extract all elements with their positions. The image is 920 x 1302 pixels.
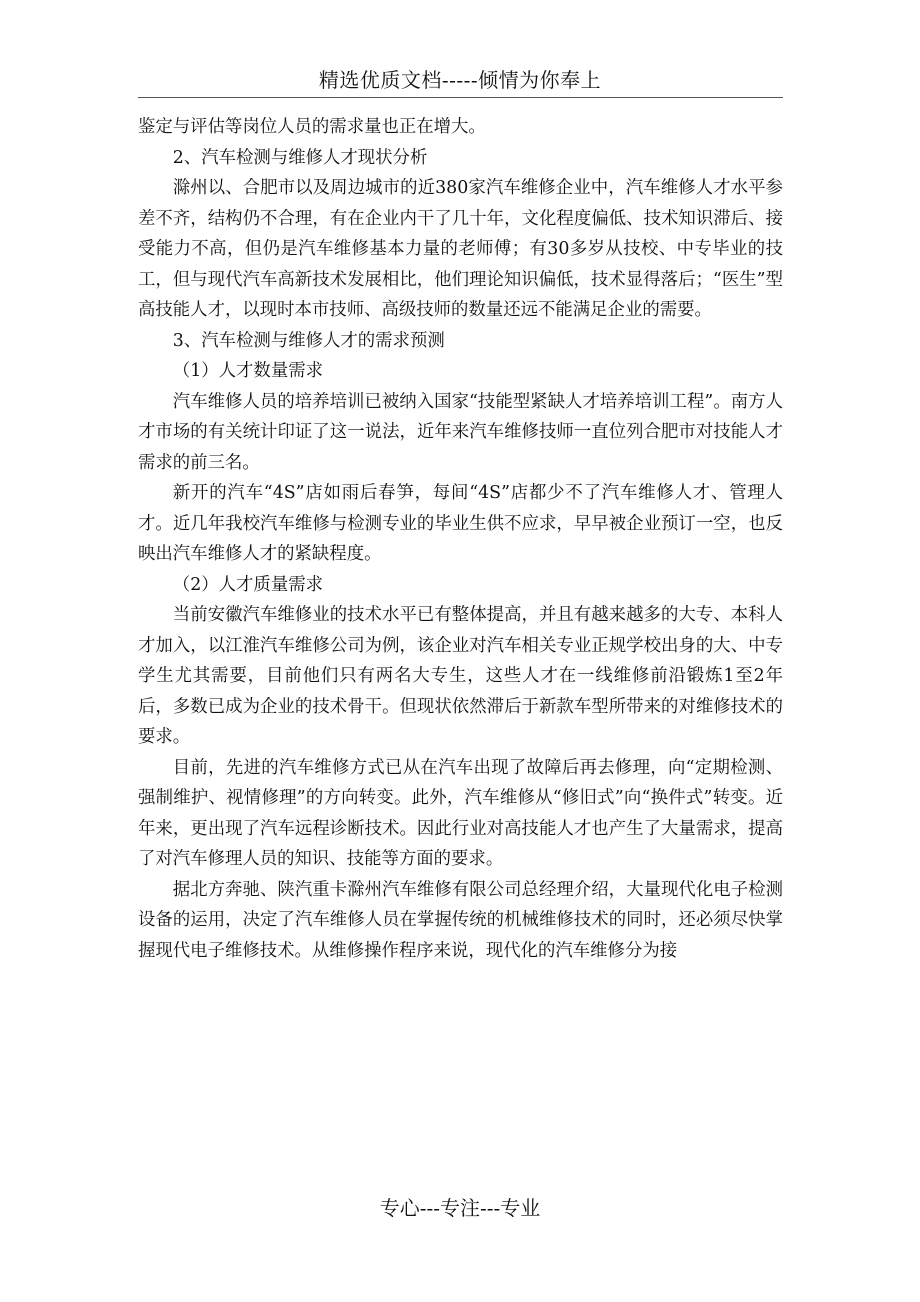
paragraph-continuation: 鉴定与评估等岗位人员的需求量也正在增大。 xyxy=(138,117,486,137)
document-body xyxy=(138,112,783,966)
paragraph-quantity-2: 新开的汽车“4S”店如雨后春笋，每间“4S”店都少不了汽车维修人才、管理人才。近几年我校汽车维修与检测专业的毕业生供不应求，早早被企业预订一空，也反映出汽车维修人才的紧缺程度。 xyxy=(138,483,783,564)
subheading-quantity: （1）人才数量需求 xyxy=(172,361,323,381)
page-header: 精选优质文档-----倾情为你奉上 xyxy=(318,68,602,92)
paragraph-quality-1: 当前安徽汽车维修业的技术水平已有整体提高，并且有越来越多的大专、本科人才加入，以江淮汽车维修公司为例，该企业对汽车相关专业正规学校出身的大、中专学生尤其需要，目前他们只有两名大专生，这些人才在一线维修前沿锻炼1至2年后，多数已成为企业的技术骨干。但现状依然滞后于新款车型所带来的对维修技术的要求。 xyxy=(138,605,783,747)
paragraph-quality-3: 据北方奔驰、陕汽重卡滁州汽车维修有限公司总经理介绍，大量现代化电子检测设备的运用，决定了汽车维修人员在掌握传统的机械维修技术的同时，还必须尽快掌握现代电子维修技术。从维修操作程序来说，现代化的汽车维修分为接 xyxy=(138,879,783,961)
header-divider xyxy=(138,97,783,98)
paragraph-status-analysis: 滁州以、合肥市以及周边城市的近380家汽车维修企业中，汽车维修人才水平参差不齐，结构仍不合理，有在企业内干了几十年，文化程度偏低、技术知识滞后、接受能力不高，但仍是汽车维修基本力量的老师傅；有30多岁从技校、中专毕业的技工，但与现代汽车高新技术发展相比，他们理论知识偏低，技术显得落后；“医生”型高技能人才，以现时本市技师、高级技师的数量还远不能满足企业的需要。 xyxy=(138,178,783,320)
paragraph-quality-2: 目前，先进的汽车维修方式已从在汽车出现了故障后再去修理，向“定期检测、强制维护、视情修理”的方向转变。此外，汽车维修从“修旧式”向“换件式”转变。近年来，更出现了汽车远程诊断技术。因此行业对高技能人才也产生了大量需求，提高了对汽车修理人员的知识、技能等方面的要求。 xyxy=(138,757,783,869)
section-heading-forecast: 3、汽车检测与维修人才的需求预测 xyxy=(172,330,445,351)
page-footer: 专心---专注---专业 xyxy=(379,1196,541,1220)
subheading-quality: （2）人才质量需求 xyxy=(172,574,323,595)
paragraph-quantity-1: 汽车维修人员的培养培训已被纳入国家“技能型紧缺人才培养培训工程”。南方人才市场的有关统计印证了这一说法，近年来汽车维修技师一直位列合肥市对技能人才需求的前三名。 xyxy=(138,391,783,473)
section-heading-status: 2、汽车检测与维修人才现状分析 xyxy=(172,147,428,168)
